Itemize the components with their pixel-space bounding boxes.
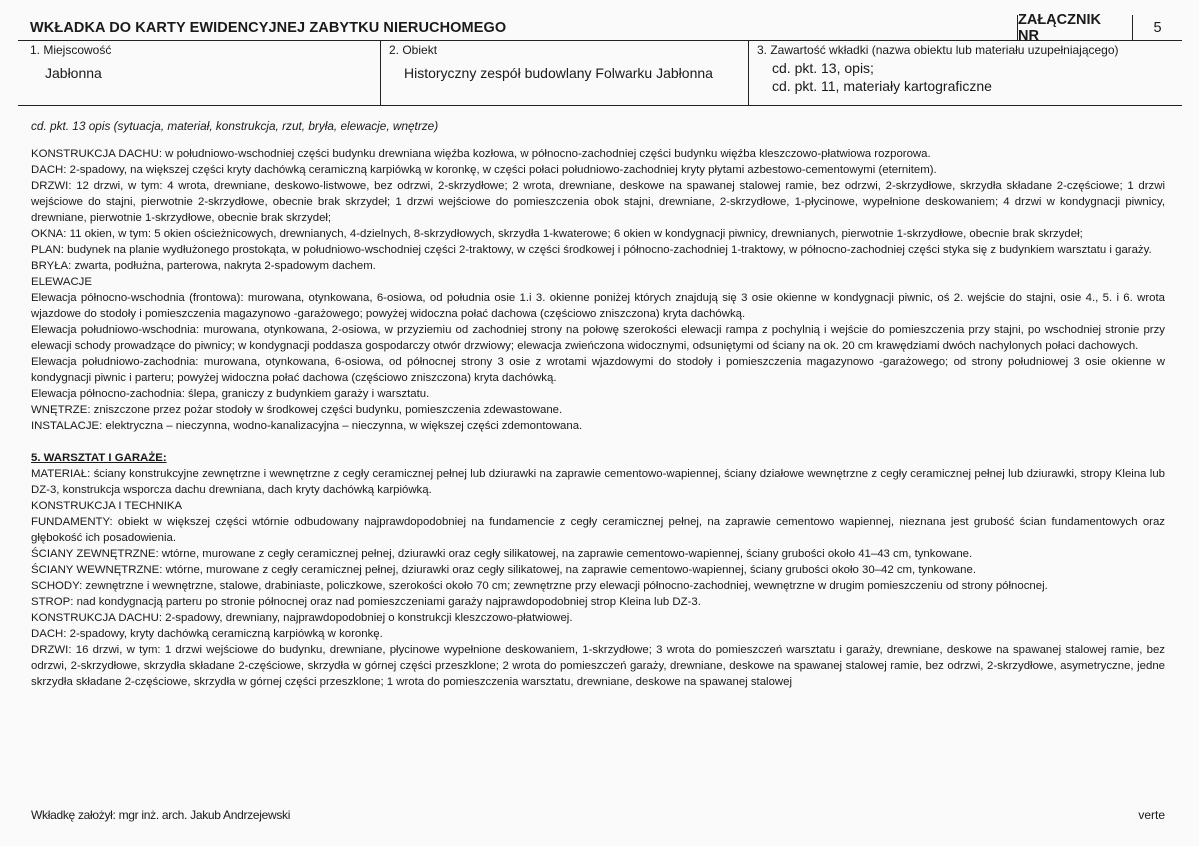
paragraph: FUNDAMENTY: obiekt w większej części wtórnie odbudowany najprawdopodobniej na fundamencie z cegły ceramicznej pełnej, na zaprawie cementowo wapiennej, nieznana jest grubość ścian fundamentowych oraz głębokość ich posadowienia. xyxy=(31,516,1165,544)
object-label: 2. Obiekt xyxy=(389,43,438,57)
paragraph: KONSTRUKCJA DACHU: 2-spadowy, drewniany, najprawdopodobniej o konstrukcji kleszczowo-płatwiowej. xyxy=(31,612,573,624)
paragraph: DACH: 2-spadowy, kryty dachówką ceramiczną karpiówką w koronkę. xyxy=(31,628,383,640)
attachment-label: ZAŁĄCZNIK NR xyxy=(1017,15,1132,40)
locality-value: Jabłonna xyxy=(45,65,102,81)
object-box xyxy=(380,40,748,105)
page-title: WKŁADKA DO KARTY EWIDENCYJNEJ ZABYTKU NIERUCHOMEGO xyxy=(30,19,507,36)
contents-line-1: cd. pkt. 13, opis; xyxy=(772,60,874,76)
locality-box xyxy=(18,40,380,105)
paragraph: MATERIAŁ: ściany konstrukcyjne zewnętrzne i wewnętrzne z cegły ceramicznej pełnej lub dziurawki na zaprawie cementowo-wapiennej, ściany działowe wewnętrzne z cegły ceramicznej pełnej lub dziurawki, stropy Kleina lub DZ-3, konstrukcja wsporcza dachu drewniana, dach kryty dachówką karpiówką. xyxy=(31,468,1165,496)
info-boxes xyxy=(18,40,1182,106)
object-value: Historyczny zespół budowlany Folwarku Jabłonna xyxy=(404,65,713,81)
paragraph: DRZWI: 16 drzwi, w tym: 1 drzwi wejściowe do budynku, drewniane, płycinowe wypełnione deskowaniem, 1-skrzydłowe; 3 wrota do pomieszczeń warsztatu i garaży, drewniane, deskowe na spawanej stalowej ramie, bez odrzwi, 2-skrzydłowe, skrzydła składane 2-częściowe, skrzydła w górnej części przeszklone; 2 wrota do pomieszczeń garaży, drewniane, deskowe na spawanej stalowej ramie, bez odrzwi, 2-skrzydłowe, asymetryczne, jedne skrzydła składane 2-częściowe, skrzydła w górnej części przeszklone; 1 wrota do pomieszczenia warsztatu, drewniane, deskowe na spawanej stalowej xyxy=(31,644,1165,688)
paragraph: DACH: 2-spadowy, na większej części kryty dachówką ceramiczną karpiówką w koronkę, w części połaci południowo-zachodniej kryty płytami azbestowo-cementowymi (eternitem). xyxy=(31,164,937,176)
section-subtitle: cd. pkt. 13 opis (sytuacja, materiał, konstrukcja, rzut, bryła, elewacje, wnętrze) xyxy=(31,119,439,133)
paragraph: ŚCIANY WEWNĘTRZNE: wtórne, murowane z cegły ceramicznej pełnej, dziurawki oraz cegły silikatowej, na zaprawie cementowo-wapiennej, ściany grubości około 30–42 cm, tynkowane. xyxy=(31,564,976,576)
paragraph: Elewacja północno-zachodnia: ślepa, graniczy z budynkiem garaży i warsztatu. xyxy=(31,388,430,400)
paragraph: ŚCIANY ZEWNĘTRZNE: wtórne, murowane z cegły ceramicznej pełnej, dziurawki oraz cegły silikatowej, na zaprawie cementowo-wapiennej, ściany grubości około 41–43 cm, tynkowane. xyxy=(31,548,973,560)
contents-value xyxy=(757,59,1182,95)
paragraph: BRYŁA: zwarta, podłużna, parterowa, nakryta 2-spadowym dachem. xyxy=(31,260,376,272)
description-body xyxy=(31,118,1165,690)
contents-label: 3. Zawartość wkładki (nazwa obiektu lub materiału uzupełniającego) xyxy=(757,43,1119,57)
footer-verte: verte xyxy=(1138,808,1165,822)
paragraph: KONSTRUKCJA DACHU: w południowo-wschodniej części budynku drewniana więźba kozłowa, w północno-zachodniej części budynku więźba kleszczowo-płatwiowa rozporowa. xyxy=(31,148,931,160)
contents-line-2: cd. pkt. 11, materiały kartograficzne xyxy=(772,78,992,94)
footer-author: Wkładkę założył: mgr inż. arch. Jakub Andrzejewski xyxy=(31,808,291,822)
attachment-number: 5 xyxy=(1132,15,1182,40)
spacer xyxy=(31,434,1165,450)
locality-label: 1. Miejscowość xyxy=(30,43,112,57)
paragraph: Elewacja południowo-wschodnia: murowana, otynkowana, 2-osiowa, w przyziemiu od zachodniej strony na połowę szerokości elewacji rampa z pochylnią i wejście do pomieszczenia przy stajni, po wschodniej stronie przy elewacji schody prowadzące do piwnicy; w kondygnacji poddasza gospodarczy otwór drzwiowy; elewacja zwieńczona widocznymi, odsuniętymi od ściany na ok. 20 cm krawędziami dwóch nachylonych połaci dachowych. xyxy=(31,324,1165,352)
paragraph: KONSTRUKCJA I TECHNIKA xyxy=(31,500,183,512)
paragraph: Elewacja południowo-zachodnia: murowana, otynkowana, 6-osiowa, od północnej strony 3 osie z wrotami wjazdowymi do stodoły i pomieszczenia magazynowo -garażowego; od strony południowej 3 osie okienne w kondygnacji piwnic i parteru; powyżej widoczna połać dachowa (częściowo zniszczona) kryta dachówką. xyxy=(31,356,1165,384)
contents-box xyxy=(748,40,1182,105)
paragraph: INSTALACJE: elektryczna – nieczynna, wodno-kanalizacyjna – nieczynna, w większej części zdemontowana. xyxy=(31,420,583,432)
paragraph: STROP: nad kondygnacją parteru po stronie północnej oraz nad pomieszczeniami garaży najprawdopodobniej strop Kleina lub DZ-3. xyxy=(31,596,701,608)
paragraph: SCHODY: zewnętrzne i wewnętrzne, stalowe, drabiniaste, policzkowe, szerokości około 70 cm; zewnętrzne przy elewacji północno-zachodniej, wewnętrzne w drugim pomieszczeniu od strony północnej. xyxy=(31,580,1048,592)
paragraph: DRZWI: 12 drzwi, w tym: 4 wrota, drewniane, deskowo-listwowe, bez odrzwi, 2-skrzydłowe; 2 wrota, drewniane, deskowe na spawanej stalowej ramie, bez odrzwi, 2-skrzydłowe, skrzydła składane 2-częściowe; 1 drzwi wejściowe do stajni, pierwotnie 2-skrzydłowe, obecnie brak skrzydeł; 1 drzwi wejściowe do pomieszczenia obok stajni, drewniane, 2-skrzydłowe, 1-płycinowe, wypełnione deskowaniem; 4 drzwi w kondygnacji piwnicy, drewniane, pierwotnie 1-skrzydłowe, obecnie brak skrzydeł; xyxy=(31,180,1165,224)
paragraph: Elewacja północno-wschodnia (frontowa): murowana, otynkowana, 6-osiowa, od południa osie 1.i 3. okienne poniżej których znajdują się 3 osie okienne w kondygnacji piwnic, oś 2. wejście do stajni, osie 4., 5. i 6. wrota wjazdowe do stodoły i pomieszczenia magazynowo -garażowego; powyżej widoczna połać dachowa (częściowo zniszczona) kryta dachówką. xyxy=(31,292,1165,320)
paragraph: WNĘTRZE: zniszczone przez pożar stodoły w środkowej części budynku, pomieszczenia zdewastowane. xyxy=(31,404,563,416)
paragraph: ELEWACJE xyxy=(31,276,92,288)
section-heading: 5. WARSZTAT I GARAŻE: xyxy=(31,452,167,464)
page-header xyxy=(18,11,1182,44)
paragraph: PLAN: budynek na planie wydłużonego prostokąta, w południowo-wschodniej części 2-traktowy, w części środkowej i północno-zachodniej 1-traktowy, w północno-zachodniej części styka się z budynkiem warsztatu i garaży. xyxy=(31,244,1152,256)
paragraph: OKNA: 11 okien, w tym: 5 okien ościeżnicowych, drewnianych, 4-dzielnych, 8-skrzydłowych, skrzydła 1-kwaterowe; 6 okien w kondygnacji piwnicy, drewnianych, pierwotnie 1-skrzydłowe, obecnie brak skrzydeł; xyxy=(31,228,1083,240)
